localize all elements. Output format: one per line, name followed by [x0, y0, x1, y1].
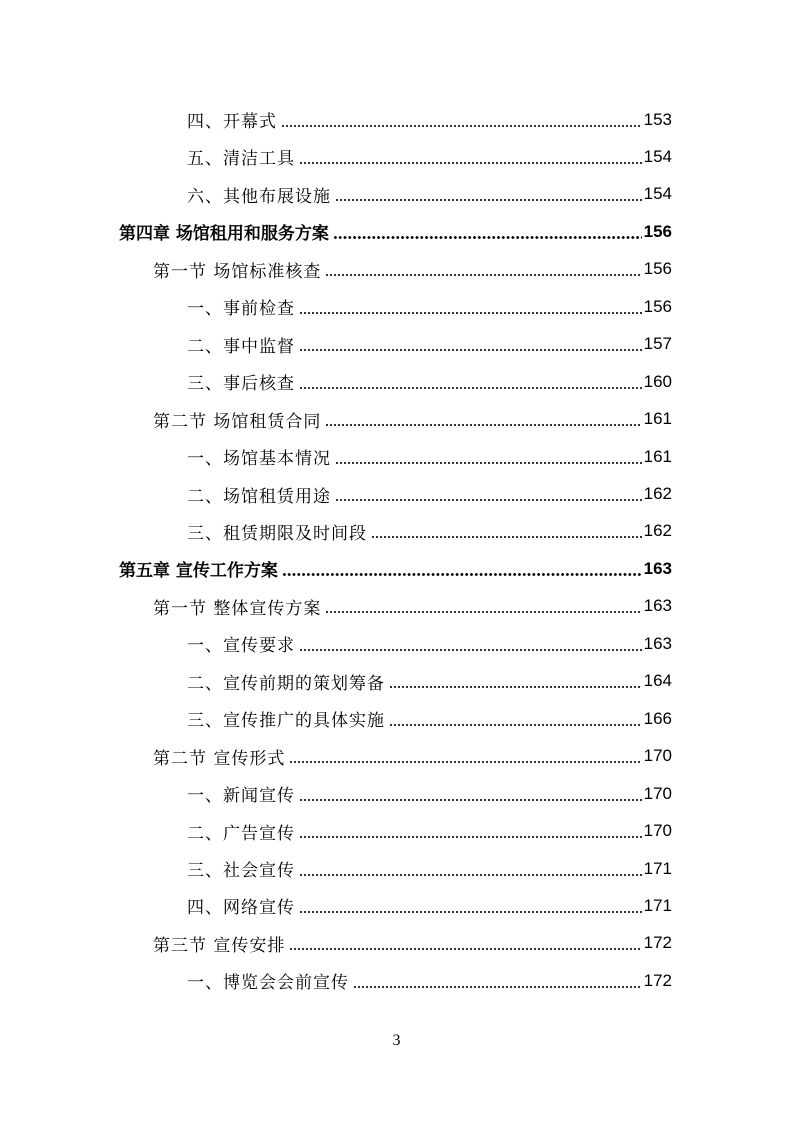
toc-entry-title: 第一节 整体宣传方案 — [153, 598, 322, 619]
dot-leader — [335, 199, 642, 201]
toc-entry-title: 三、宣传推广的具体实施 — [187, 711, 385, 732]
dot-leader — [289, 948, 641, 950]
toc-page-number: 170 — [643, 821, 672, 841]
toc-entry-title: 第二节 宣传形式 — [153, 748, 286, 769]
dot-leader — [299, 312, 642, 314]
toc-subsection-entry[interactable] — [187, 363, 672, 400]
dot-leader — [299, 874, 642, 876]
dot-leader — [299, 387, 642, 389]
dot-leader — [389, 724, 642, 726]
toc-subsection-entry[interactable] — [187, 513, 672, 550]
toc-entry-title: 二、广告宣传 — [187, 823, 295, 844]
toc-chapter-entry[interactable] — [119, 213, 672, 250]
toc-subsection-entry[interactable] — [187, 663, 672, 700]
toc-page-number: 162 — [643, 521, 672, 541]
dot-leader — [353, 986, 642, 988]
toc-page-number: 170 — [643, 783, 672, 803]
toc-entry-title: 一、博览会会前宣传 — [187, 973, 349, 994]
dot-leader — [299, 649, 642, 651]
toc-page-number: 160 — [643, 371, 672, 391]
toc-subsection-entry[interactable] — [187, 625, 672, 662]
dot-leader — [335, 499, 642, 501]
toc-page-number: 161 — [643, 409, 672, 429]
toc-entry-title: 四、开幕式 — [187, 112, 277, 132]
toc-entry-title: 第三节 宣传安排 — [153, 935, 286, 956]
toc-entry-title: 第五章 宣传工作方案 — [119, 561, 278, 582]
dot-leader — [299, 911, 642, 913]
toc-subsection-entry[interactable] — [187, 326, 672, 363]
dot-leader — [325, 274, 641, 276]
toc-entry-title: 四、网络宣传 — [187, 898, 295, 919]
toc-entry-title: 一、新闻宣传 — [187, 786, 295, 807]
toc-section-entry[interactable] — [153, 251, 672, 288]
toc-page-number: 163 — [643, 596, 672, 616]
toc-subsection-entry[interactable] — [187, 775, 672, 812]
toc-page-number: 172 — [643, 970, 672, 990]
toc-page-number: 163 — [643, 558, 672, 578]
dot-leader — [281, 125, 642, 127]
toc-subsection-entry[interactable] — [187, 813, 672, 850]
dot-leader — [299, 836, 642, 838]
toc-page-number: 170 — [643, 746, 672, 766]
dot-leader — [371, 536, 642, 538]
toc-page-number: 171 — [643, 895, 672, 915]
toc-entry-title: 五、清洁工具 — [187, 149, 295, 170]
dot-leader — [282, 573, 642, 576]
toc-entry-title: 三、事后核查 — [187, 374, 295, 395]
toc-page-number: 161 — [643, 446, 672, 466]
dot-leader — [289, 761, 641, 763]
toc-subsection-entry[interactable] — [187, 288, 672, 325]
toc-entry-title: 三、租赁期限及时间段 — [187, 523, 367, 544]
toc-subsection-entry[interactable] — [187, 476, 672, 513]
toc-page-number: 156 — [643, 259, 672, 279]
toc-subsection-entry[interactable] — [187, 887, 672, 924]
toc-page-number: 162 — [643, 484, 672, 503]
dot-leader — [389, 686, 642, 688]
toc-entry-title: 第一节 场馆标准核查 — [153, 261, 322, 282]
toc-page-number: 154 — [643, 184, 672, 204]
toc-subsection-entry[interactable] — [187, 700, 672, 737]
dot-leader — [325, 611, 641, 613]
toc-page-number: 164 — [643, 671, 672, 691]
toc-subsection-entry[interactable] — [187, 101, 672, 138]
dot-leader — [299, 349, 642, 351]
page-number: 3 — [392, 1032, 401, 1049]
dot-leader — [299, 799, 642, 801]
toc-subsection-entry[interactable] — [187, 176, 672, 213]
toc-entry-title: 二、场馆租赁用途 — [187, 486, 331, 507]
toc-entry-title: 一、场馆基本情况 — [187, 449, 331, 470]
toc-page-number: 163 — [643, 633, 672, 653]
toc-page-number: 156 — [643, 296, 672, 316]
toc-section-entry[interactable] — [153, 588, 672, 625]
toc-entry-title: 第四章 场馆租用和服务方案 — [119, 224, 329, 245]
toc-subsection-entry[interactable] — [187, 138, 672, 175]
toc-section-entry[interactable] — [153, 738, 672, 775]
toc-entry-title: 一、宣传要求 — [187, 636, 295, 657]
toc-page-number: 153 — [643, 109, 672, 129]
toc-entry-title: 三、社会宣传 — [187, 861, 295, 881]
toc-page-number: 172 — [643, 933, 672, 953]
toc-entry-title: 六、其他布展设施 — [187, 186, 331, 207]
toc-page-number: 166 — [643, 708, 672, 728]
toc-entry-title: 第二节 场馆租赁合同 — [153, 411, 322, 432]
toc-subsection-entry[interactable] — [187, 850, 672, 887]
dot-leader — [325, 424, 641, 426]
toc-entry-title: 二、宣传前期的策划筹备 — [187, 673, 385, 694]
toc-section-entry[interactable] — [153, 925, 672, 962]
toc-entry-title: 一、事前检查 — [187, 299, 295, 320]
toc-subsection-entry[interactable] — [187, 438, 672, 475]
toc-page-number: 171 — [643, 858, 672, 878]
toc-page-number: 156 — [643, 221, 672, 241]
toc-page-number: 154 — [643, 146, 672, 166]
toc-chapter-entry[interactable] — [119, 550, 672, 587]
dot-leader — [333, 236, 642, 239]
dot-leader — [299, 162, 642, 164]
toc-page-number: 157 — [643, 334, 672, 354]
dot-leader — [335, 462, 642, 464]
toc-subsection-entry[interactable] — [187, 962, 672, 999]
toc-section-entry[interactable] — [153, 401, 672, 438]
toc-entry-title: 二、事中监督 — [187, 336, 295, 357]
